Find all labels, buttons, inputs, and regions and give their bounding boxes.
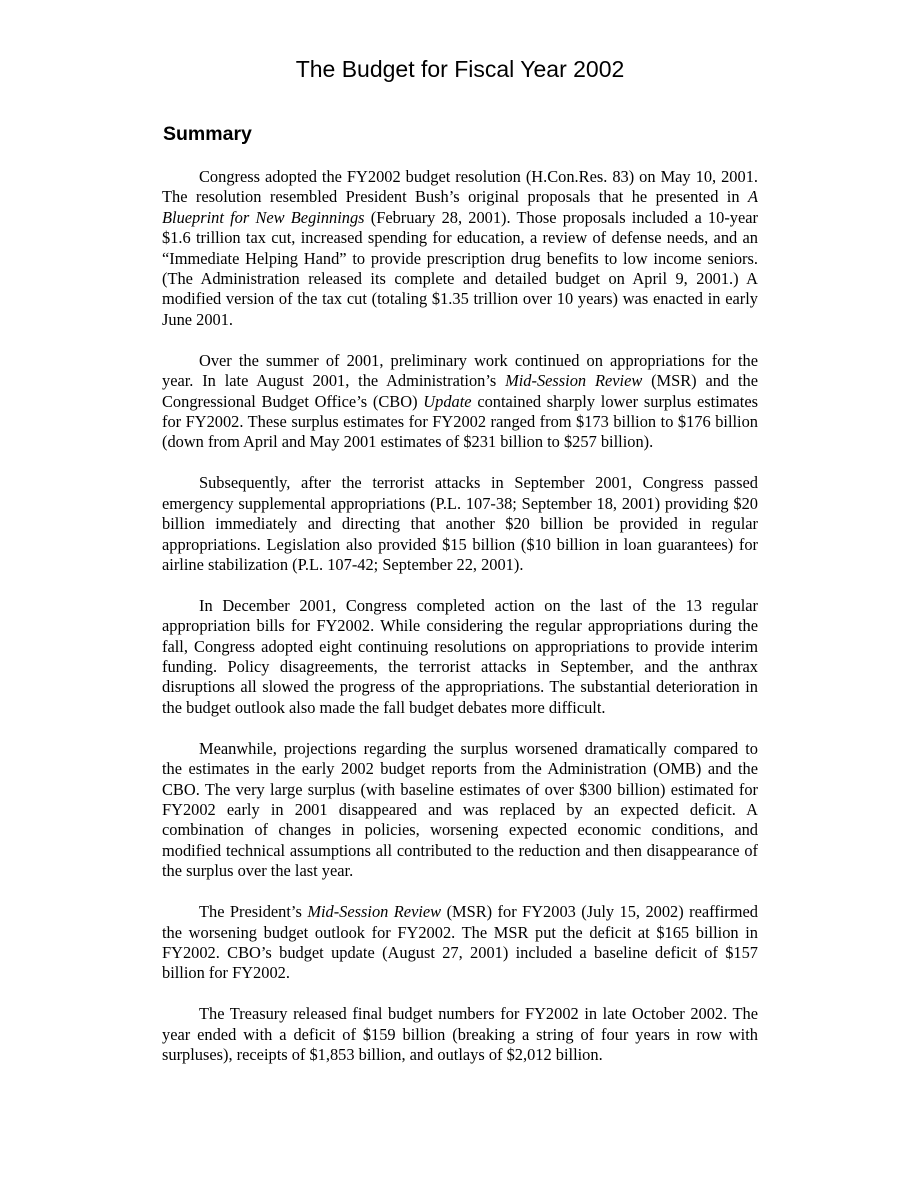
paragraph-1-text-a: Congress adopted the FY2002 budget resolution (H.Con.Res. 83) on May 10, 2001. The resolution resembled President Bush’s original proposals that he presented in — [162, 167, 758, 207]
document-title: The Budget for Fiscal Year 2002 — [295, 56, 625, 82]
paragraph-2-text-a: Over the summer of 2001, preliminary work continued on appropriations for the year. In late August 2001, the Administration’s — [162, 350, 758, 391]
section-heading-summary: Summary — [163, 123, 252, 145]
paragraph-6-text-b: (MSR) for FY2003 (July 15, 2002) reaffirmed the worsening budget outlook for FY2002. The MSR put the deficit at $165 billion in FY2002. CBO’s budget update (August 27, 2001) included a baseline deficit of $157 billion for FY2002. — [162, 902, 758, 983]
paragraph-5: Meanwhile, projections regarding the surplus worsened dramatically compared to the estimates in the early 2002 budget reports from the Administration (OMB) and the CBO. The very large surplus (with baseline estimates of over $300 billion) estimated for FY2002 early in 2001 disappeared and was replaced by an expected deficit. A combination of changes in policies, worsening expected economic conditions, and modified technical assumptions all contributed to the reduction and then disappearance of the surplus over the last year. — [162, 738, 758, 881]
paragraph-3: Subsequently, after the terrorist attacks in September 2001, Congress passed emergency supplemental appropriations (P.L. 107-38; September 18, 2001) providing $20 billion immediately and directing that another $20 billion be provided in regular appropriations. Legislation also provided $15 billion ($10 billion in loan guarantees) for airline stabilization (P.L. 107-42; September 22, 2001). — [162, 473, 758, 574]
paragraph-1 — [162, 167, 758, 330]
publication-title-msr-2003: Mid-Session Review — [307, 902, 442, 922]
publication-title-msr: Mid-Session Review — [505, 371, 643, 391]
publication-title-update: Update — [423, 391, 472, 411]
paragraph-7: The Treasury released final budget numbers for FY2002 in late October 2002. The year ended with a deficit of $159 billion (breaking a string of four years in row with surpluses), receipts of $1,853 billion, and outlays of $2,012 billion. — [162, 1004, 758, 1065]
paragraph-2-text-b: (MSR) and the Congressional Budget Office’s (CBO) — [162, 371, 758, 411]
paragraph-1-text-b: (February 28, 2001). Those proposals included a 10-year $1.6 trillion tax cut, increased spending for education, a review of defense needs, and an “Immediate Helping Hand” to provide prescription drug benefits to low income seniors. (The Administration released its complete and detailed budget on April 9, 2001.) A modified version of the tax cut (totaling $1.35 trillion over 10 years) was enacted in early June 2001. — [162, 207, 758, 329]
paragraph-6 — [162, 902, 758, 984]
paragraph-2 — [162, 351, 758, 453]
paragraph-4: In December 2001, Congress completed action on the last of the 13 regular appropriation bills for FY2002. While considering the regular appropriations during the fall, Congress adopted eight continuing resolutions on appropriations to provide interim funding. Policy disagreements, the terrorist attacks in September, and the anthrax disruptions all slowed the progress of the appropriations. The substantial deterioration in the budget outlook also made the fall budget debates more difficult. — [162, 595, 758, 717]
publication-title-blueprint: A Blueprint for New Beginnings — [162, 187, 758, 227]
document-body — [162, 167, 758, 1086]
paragraph-6-text-a: The President’s — [199, 902, 308, 922]
paragraph-2-text-c: contained sharply lower surplus estimates for FY2002. These surplus estimates for FY2002 ranged from $173 billion to $176 billion (down from April and May 2001 estimates of $231 billion to $257 billion). — [162, 391, 758, 452]
